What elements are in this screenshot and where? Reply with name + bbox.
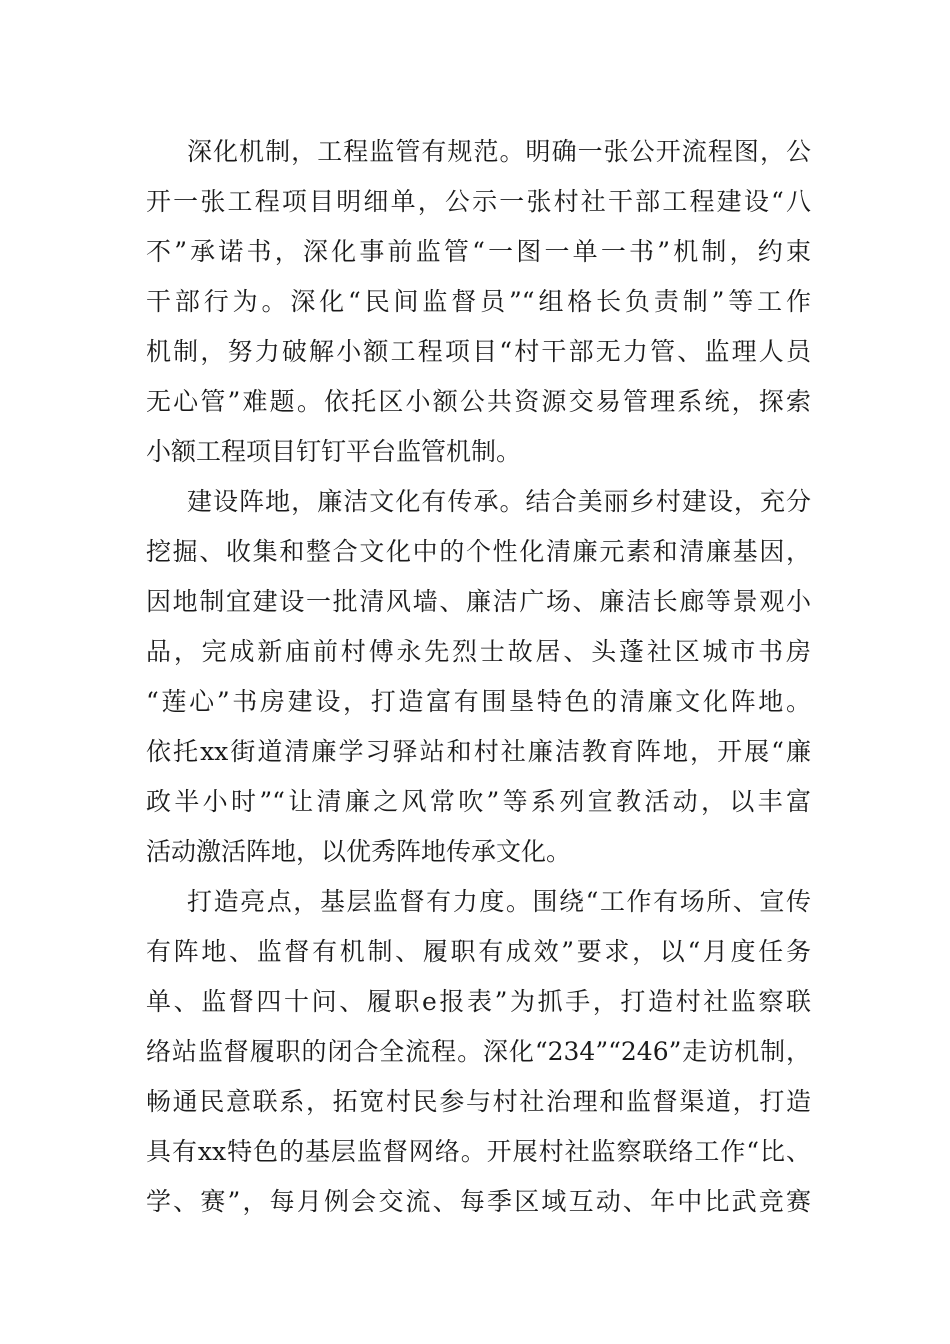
- paragraph-line: 品，完成新庙前村傅永先烈士故居、头蓬社区城市书房: [146, 637, 811, 666]
- paragraph-line: 小额工程项目钉钉平台监管机制。: [146, 437, 522, 466]
- paragraph-line: 学、赛”，每月例会交流、每季区域互动、年中比武竞赛: [146, 1187, 811, 1216]
- paragraph-line: 畅通民意联系，拓宽村民参与村社治理和监督渠道，打造: [146, 1087, 811, 1116]
- paragraph-line: 政半小时”“让清廉之风常吹”等系列宣教活动，以丰富: [146, 787, 811, 816]
- paragraph-line: 深化机制，工程监管有规范。明确一张公开流程图，公: [187, 137, 811, 166]
- paragraph-line: 无心管”难题。依托区小额公共资源交易管理系统，探索: [146, 387, 811, 416]
- paragraph-line: 有阵地、监督有机制、履职有成效”要求，以“月度任务: [146, 937, 811, 966]
- paragraph-line: 依托xx街道清廉学习驿站和村社廉洁教育阵地，开展“廉: [146, 737, 811, 766]
- paragraph-line: “莲心”书房建设，打造富有围垦特色的清廉文化阵地。: [146, 687, 811, 716]
- paragraph-1: [146, 127, 811, 477]
- paragraph-line: 因地制宜建设一批清风墙、廉洁广场、廉洁长廊等景观小: [146, 587, 811, 616]
- paragraph-line: 不”承诺书，深化事前监管“一图一单一书”机制，约束: [146, 237, 811, 266]
- paragraph-line: 络站监督履职的闭合全流程。深化“234”“246”走访机制，: [146, 1037, 811, 1066]
- paragraph-line: 机制，努力破解小额工程项目“村干部无力管、监理人员: [146, 337, 811, 366]
- paragraph-line: 挖掘、收集和整合文化中的个性化清廉元素和清廉基因，: [146, 537, 811, 566]
- paragraph-line: 具有xx特色的基层监督网络。开展村社监察联络工作“比、: [146, 1137, 811, 1166]
- paragraph-line: 单、监督四十问、履职e报表”为抓手，打造村社监察联: [146, 987, 811, 1016]
- paragraph-line: 干部行为。深化“民间监督员”“组格长负责制”等工作: [146, 287, 811, 316]
- paragraph-line: 开一张工程项目明细单，公示一张村社干部工程建设“八: [146, 187, 811, 216]
- paragraph-line: 打造亮点，基层监督有力度。围绕“工作有场所、宣传: [187, 887, 811, 916]
- paragraph-3: [146, 877, 811, 1227]
- paragraph-line: 活动激活阵地，以优秀阵地传承文化。: [146, 837, 572, 866]
- document-body: [146, 127, 811, 1227]
- paragraph-line: 建设阵地，廉洁文化有传承。结合美丽乡村建设，充分: [187, 487, 811, 516]
- paragraph-2: [146, 477, 811, 877]
